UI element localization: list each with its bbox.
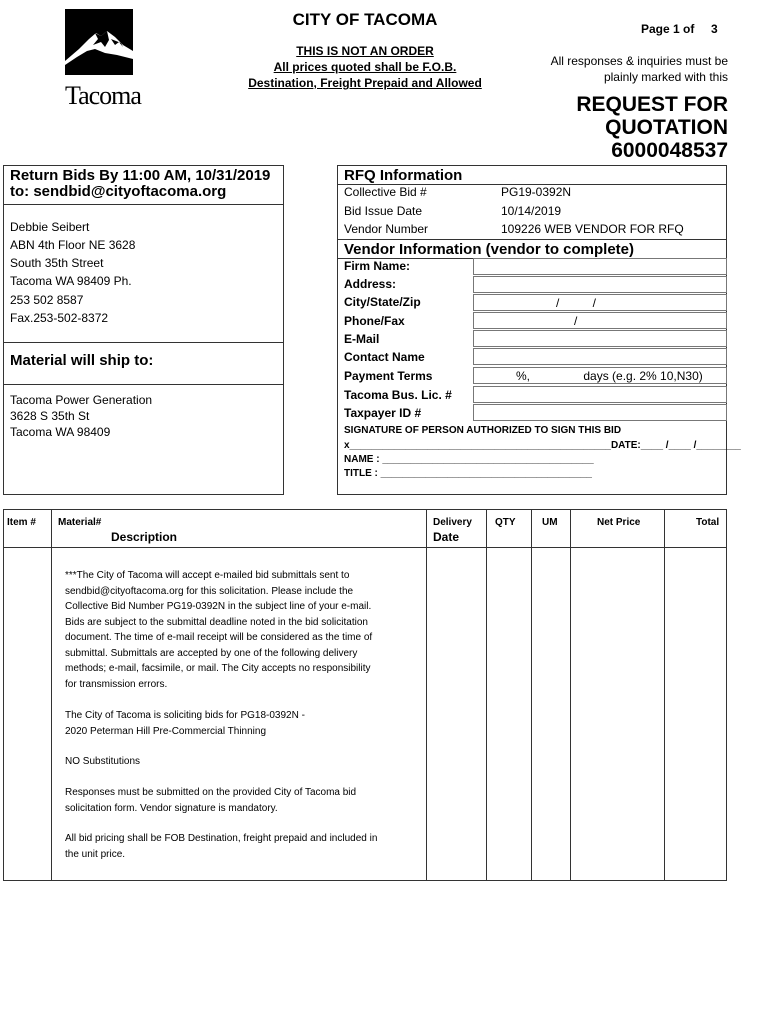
signature-heading: SIGNATURE OF PERSON AUTHORIZED TO SIGN THIS BID [344, 425, 622, 436]
col-total: Total [696, 517, 720, 528]
notice-line-2: All prices quoted shall be F.O.B. [273, 60, 457, 74]
taxpayer-id-input[interactable] [473, 404, 727, 421]
contact-line-5: 253 502 8587 [10, 293, 84, 307]
firm-name-input[interactable] [473, 258, 727, 275]
name-line[interactable]: NAME : ______________________________________ [344, 454, 594, 465]
address-input[interactable] [473, 276, 727, 293]
col-material: Material# [58, 517, 102, 528]
phone-fax-label: Phone/Fax [344, 314, 405, 328]
paragraph-email-submittals: ***The City of Tacoma will accept e-mailed bid submittals sent to sendbid@cityoftacoma.org for this solicitation. Please include the Collective Bid Number PG19-0392N in the subject line of your e-mail. Bids are subject to the submittal deadline noted in the bid solicitation document. The time of e-mail receipt will be considered as the time of submittal. Submittals are accepted by one of the following delivery methods; e-mail, facsimile, or mail. The City accepts no responsibility for transmission errors. [65, 570, 373, 690]
contact-name-label: Contact Name [344, 350, 425, 364]
col-date: Date [433, 530, 460, 544]
vendor-info-heading: Vendor Information (vendor to complete) [344, 241, 635, 258]
address-label: Address: [344, 277, 397, 291]
payment-terms-input[interactable] [473, 367, 727, 384]
contact-line-4: Tacoma WA 98409 Ph. [10, 274, 132, 288]
rfq-label-issue-date: Bid Issue Date [344, 204, 423, 218]
ship-to-line-1: Tacoma Power Generation [10, 393, 153, 407]
signature-line[interactable]: x_______________________________________________DATE:____ /____ /________ [344, 440, 741, 451]
return-bids-box [3, 165, 284, 495]
rfq-info-heading: RFQ Information [344, 167, 463, 184]
ship-to-line-3: Tacoma WA 98409 [10, 425, 111, 439]
taxpayer-id-label: Taxpayer ID # [344, 406, 422, 420]
rfq-label-vendor-number: Vendor Number [344, 222, 429, 236]
rfq-value-collective-bid: PG19-0392N [501, 185, 572, 199]
return-bids-heading: Return Bids By 11:00 AM, 10/31/2019 [10, 167, 271, 184]
email-label: E-Mail [344, 332, 380, 346]
contact-line-2: ABN 4th Floor NE 3628 [10, 238, 136, 252]
bus-lic-input[interactable] [473, 386, 727, 403]
col-net-price: Net Price [597, 517, 641, 528]
ship-to-line-2: 3628 S 35th St [10, 409, 90, 423]
title-line[interactable]: TITLE : ______________________________________ [344, 468, 592, 479]
paragraph-solicitation: The City of Tacoma is soliciting bids for PG18-0392N - 2020 Peterman Hill Pre-Commercial Thinning [65, 710, 305, 737]
bus-lic-label: Tacoma Bus. Lic. # [344, 388, 452, 402]
col-delivery: Delivery [433, 517, 472, 528]
rfq-value-vendor-number: 109226 WEB VENDOR FOR RFQ [501, 222, 684, 236]
col-um: UM [542, 517, 558, 528]
return-bids-email: to: sendbid@cityoftacoma.org [10, 183, 227, 200]
rfq-title-line-1: REQUEST FOR [576, 93, 728, 116]
rfq-number: 6000048537 [611, 139, 728, 162]
ship-to-heading: Material will ship to: [10, 352, 154, 369]
email-input[interactable] [473, 330, 727, 347]
rfq-label-collective-bid: Collective Bid # [344, 185, 427, 199]
city-state-zip-hint: / / [556, 296, 597, 310]
rfq-title-line-2: QUOTATION [605, 116, 728, 139]
contact-line-1: Debbie Seibert [10, 220, 90, 234]
notice-line-3: Destination, Freight Prepaid and Allowed [248, 76, 482, 90]
col-qty: QTY [495, 517, 516, 528]
payment-terms-label: Payment Terms [344, 369, 433, 383]
paragraph-fob-pricing: All bid pricing shall be FOB Destination, freight prepaid and included in the unit price. [65, 833, 378, 860]
items-table [3, 509, 727, 881]
contact-name-input[interactable] [473, 348, 727, 365]
logo-wordmark: Tacoma [65, 81, 141, 110]
inquiry-line-2: plainly marked with this [603, 70, 728, 84]
contact-line-3: South 35th Street [10, 256, 104, 270]
city-state-zip-input[interactable] [473, 294, 727, 311]
phone-fax-input[interactable] [473, 312, 727, 329]
city-state-zip-label: City/State/Zip [344, 295, 421, 309]
rfq-value-issue-date: 10/14/2019 [501, 204, 562, 218]
notice-line-1: THIS IS NOT AN ORDER [296, 44, 434, 58]
inquiry-line-1: All responses & inquiries must be [550, 54, 728, 68]
phone-fax-hint: / [574, 314, 578, 328]
contact-line-6: Fax.253-502-8372 [10, 311, 109, 325]
paragraph-response-form: Responses must be submitted on the provided City of Tacoma bid solicitation form. Vendor signature is mandatory. [65, 787, 357, 814]
page-total: 3 [711, 22, 718, 36]
payment-terms-hint: %, days (e.g. 2% 10,N30) [516, 369, 703, 383]
col-description: Description [111, 530, 178, 544]
col-item: Item # [7, 517, 36, 528]
paragraph-no-substitutions: NO Substitutions [65, 756, 141, 767]
page-label: Page 1 of [641, 22, 695, 36]
firm-name-label: Firm Name: [344, 259, 411, 273]
page-title: CITY OF TACOMA [292, 10, 438, 29]
